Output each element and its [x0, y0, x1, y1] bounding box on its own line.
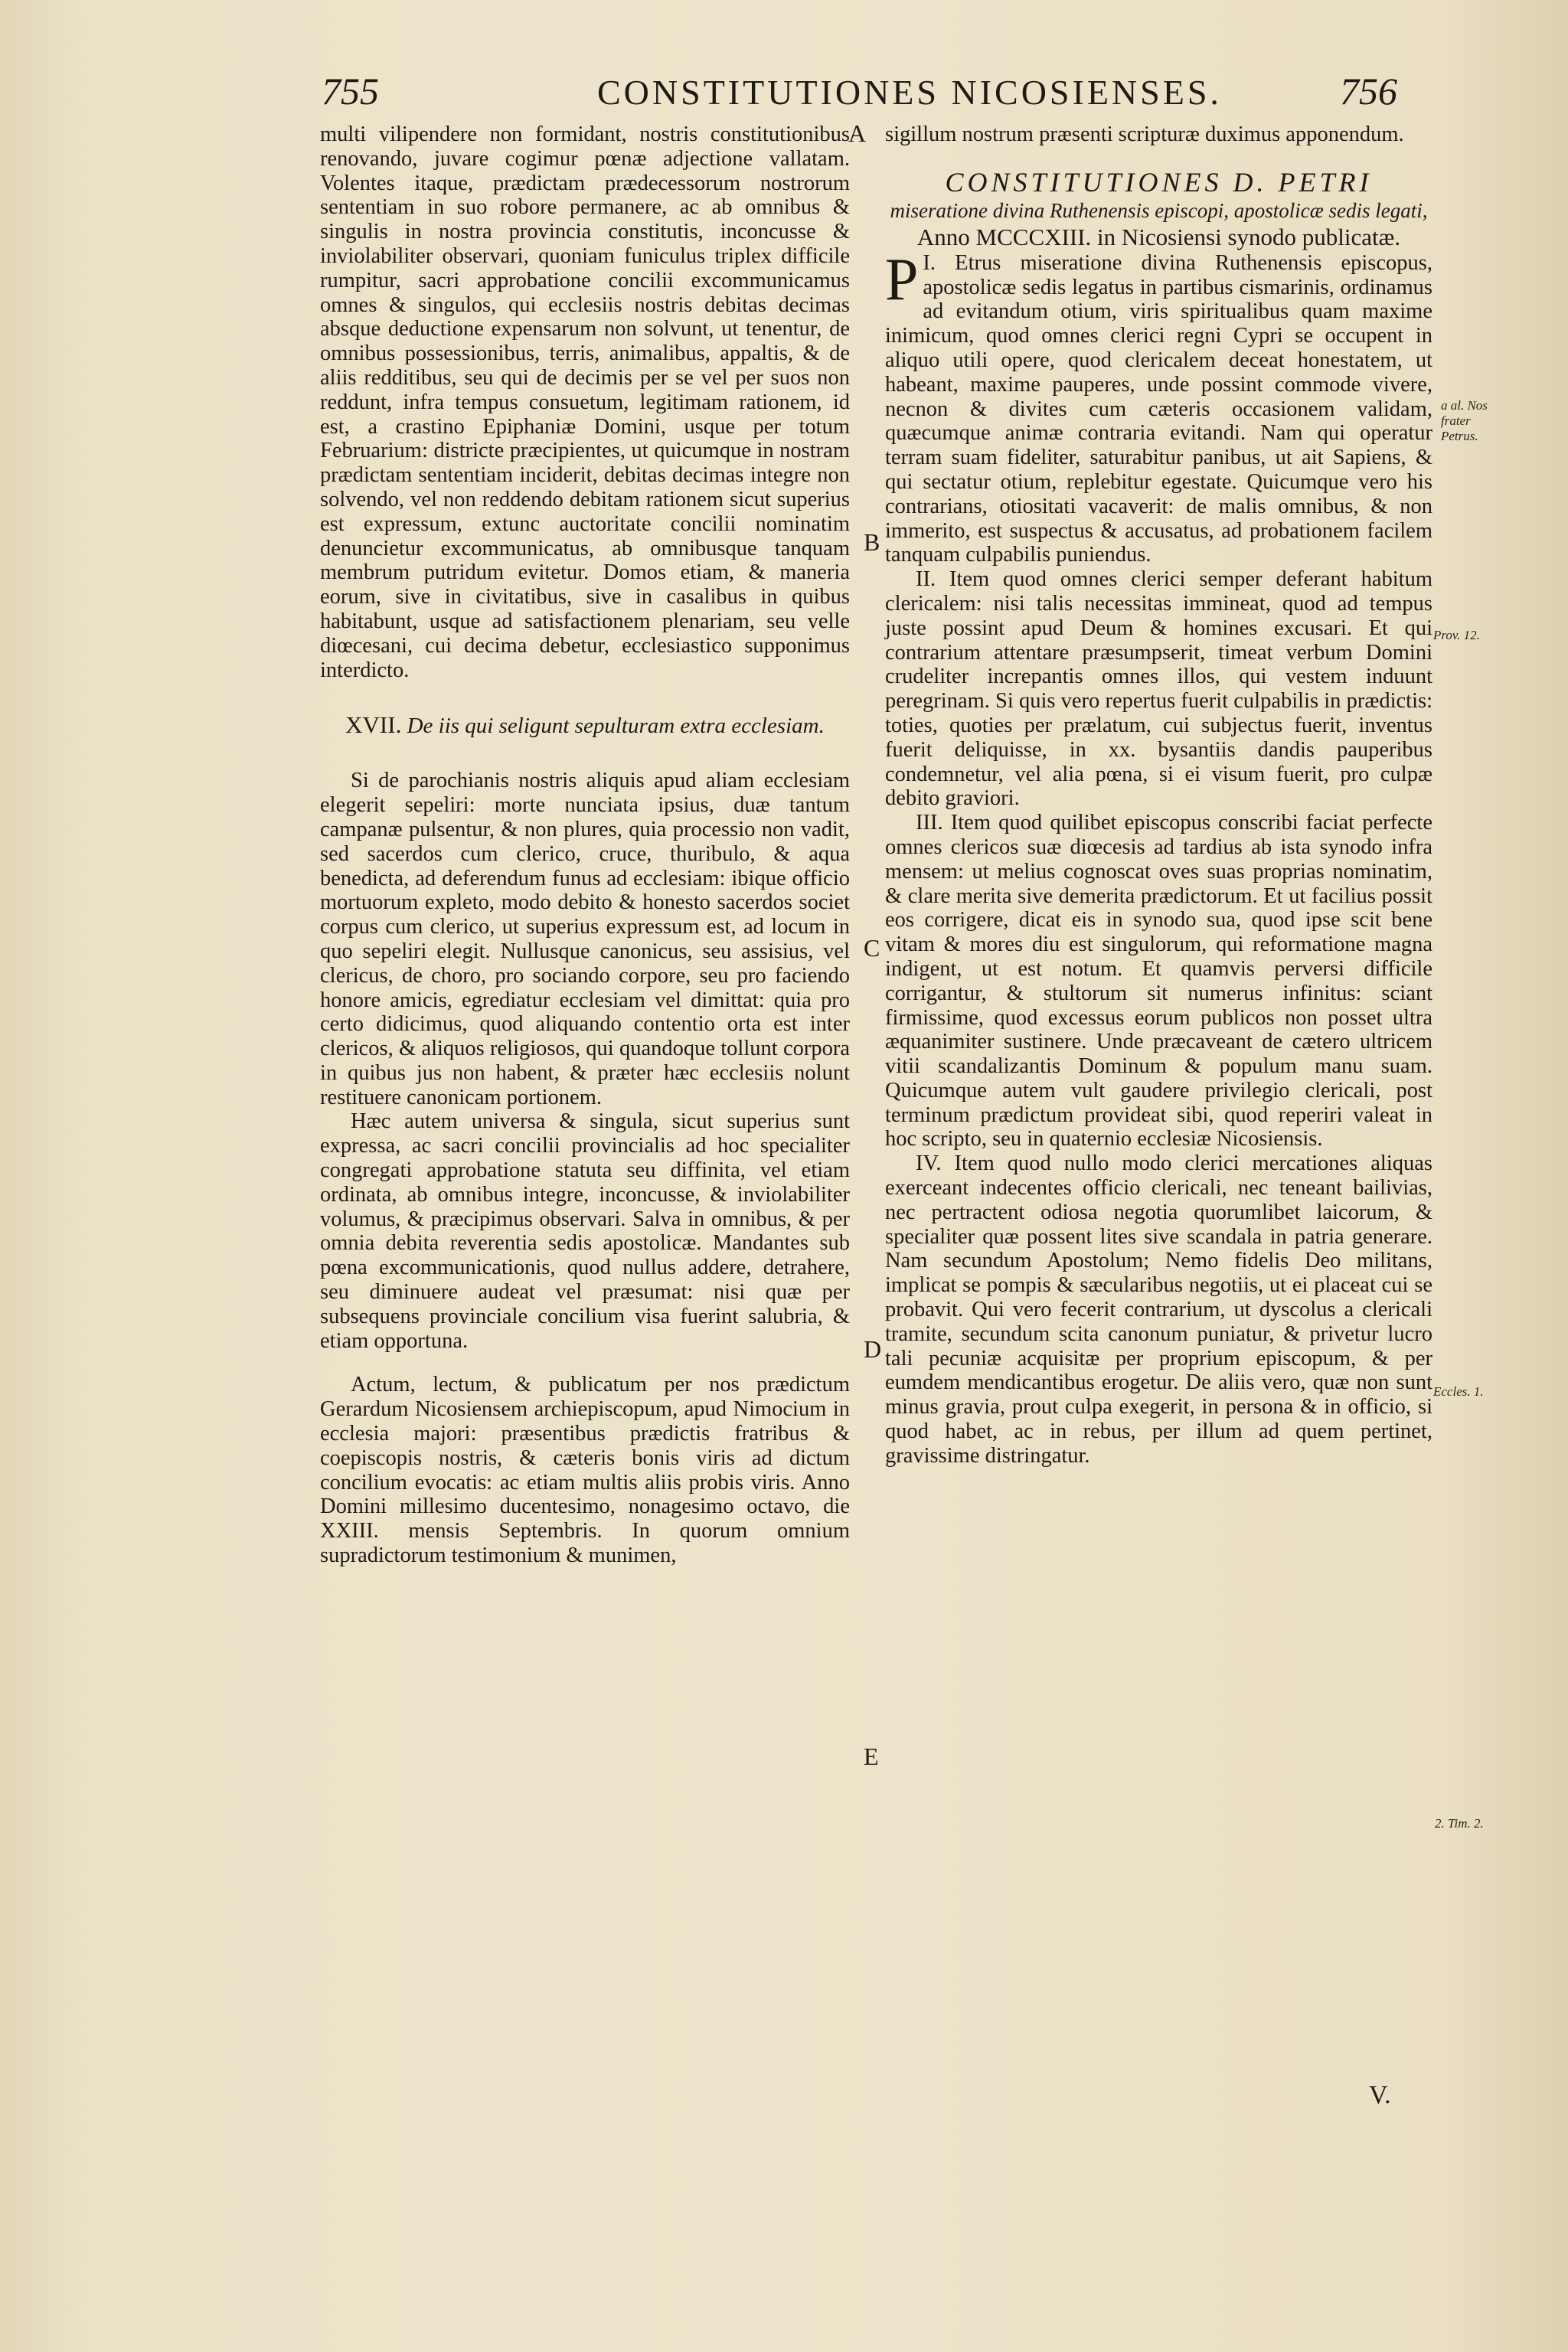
left-column: [320, 122, 850, 1568]
paragraph-tithes: multi vilipendere non formidant, nostris constitutionibus renovando, juvare cogimur pœnæ adjectione vallatam. Volentes itaque, prædictam prædecessorum nostrorum sententiam in suo robore permanere, ac ab omnibus & singulis in nostra provincia constitutis, inconcusse & inviolabiliter observari, quoniam funiculus triplex difficile rumpitur, sacri approbatione concilii excommunicamus omnes & singulos, qui ecclesiis nostris debitas decimas absque deductione expensarum non solvunt, ut tenentur, de omnibus possessionibus, terris, animalibus, appaltis, & de aliis redditibus, seu qui de decimis per se vel per suos non reddunt, infra tempus consuetum, legitimam rationem, id est, a crastino Epiphaniæ Domini, usque per totum Februarium: districte præcipientes, ut quicumque in nostram prædictam sententiam inciderit, debitas decimas integre non solvendo, vel non reddendo debitam rationem sicut superius est expressum, extunc auctoritate concilii nominatim denuncietur excommunicatus, ab omnibusque tanquam membrum putridum evitetur. Domos etiam, & maneria eorum, sive in civitatibus, sive in casalibus in quibus habitabunt, usque ad satisfactionem plenariam, seu velle diœcesani, cui decima debetur, ecclesiastico supponimus interdicto.: [320, 122, 850, 682]
section-heading-xvii: [320, 713, 850, 738]
page-number-right: 756: [1340, 70, 1397, 113]
page-header: [322, 69, 1531, 130]
margin-letter-d: D: [864, 1335, 882, 1363]
article-ii: II. Item quod omnes clerici semper deferant habitum clericalem: nisi talis necessitas immineat, quod ad tempus juste possint apud Deum & homines excusari. Et qui contrarium attentare præsumpserit, timeat verbum Domini crudeliter increpantis omnes illos, qui vestem induunt peregrinam. Si quis vero repertus fuerit culpabilis in prædictis: toties, quoties per prælatum, cui subjectus fuerit, inventus fuerit deliquisse, in xx. bysantiis dandis pauperibus condemnetur, vel alia pœna, si ei visum fuerit, pro culpæ debito graviori.: [885, 567, 1432, 811]
running-title: CONSTITUTIONES NICOSIENSES.: [597, 73, 1222, 112]
article-i: [885, 245, 1432, 567]
article-iii: III. Item quod quilibet episcopus conscribi faciat perfecte omnes clericos suæ diœcesis ad tardius ab ista synodo infra mensem: ut melius cognoscat oves suas proprias nominatim, & clare merita sive demerita prædictorum. Et ut facilius possit eos corrigere, dicat eis in synodo sua, quod ipse scit bene vitam & mores diu est singulorum, qui reformatione magna indigent, ut est notum. Et quamvis perversi difficile corrigantur, & stultorum sit numerus infinitus: sciant firmissime, quod excessus eorum publicos non posset ultra æquanimiter sustinere. Unde præcaveant de cætero ultricem vitii scandalizantis Dominum & populum manu suam. Quicumque autem vult gaudere privilegio clericali, post terminum prædictum provideat sibi, quod reperiri valeat in hoc scripto, seu in quaternio ecclesiæ Nicosiensis.: [885, 811, 1432, 1152]
constitutions-title: [885, 166, 1432, 224]
margin-letter-a: A: [848, 119, 867, 147]
margin-letter-b: B: [864, 528, 880, 556]
constitutions-title-sub: miseratione divina Ruthenensis episcopi, apostolicæ sedis legati,: [890, 198, 1428, 222]
anno-line: Anno MCCCXIII. in Nicosiensi synodo publicatæ.: [916, 223, 1401, 250]
section-title: De iis qui seligunt sepulturam extra ecclesiam.: [407, 714, 825, 739]
margin-letter-c: C: [864, 934, 880, 962]
section-number: XVII.: [345, 711, 402, 739]
constitutions-title-main: CONSTITUTIONES D. PETRI: [945, 166, 1373, 198]
margin-note-4: 2. Tim. 2.: [1435, 1816, 1484, 1831]
paragraph-observance: Hæc autem universa & singula, sicut superius sunt expressa, ac sacri concilii provincialis ad hoc specialiter congregati approbatione statuta seu diffinita, vel etiam ordinata, ab omnibus integre, inconcusse, & inviolabiliter volumus, & præcipimus observari. Salva in omnibus, & per omnia debita reverentia sedis apostolicæ. Mandantes sub pœna excommunicationis, quod nullus addere, detrahere, seu diminuere audeat vel præsumat: nisi quæ per subsequens provinciale concilium visa fuerint salubria, & etiam opportuna.: [320, 1109, 850, 1353]
margin-note-3: Eccles. 1.: [1433, 1384, 1484, 1399]
margin-letter-e: E: [864, 1743, 879, 1770]
article-i-text: Etrus miseratione divina Ruthenensis episcopus, apostolicæ sedis legatus in partibus cismarinis, ordinamus ad evitandum otium, viris spiritualibus quam maxime inimicum, quod omnes clerici regni Cypri se occupent in aliquo utili opere, quod clericalem deceat honestatem, ut habeant, maxime pauperes, unde possint commode vivere, necnon & divites cum cæteris occasionem validam, quæcumque animæ contraria evitandi. Nam qui operatur terram suam fideliter, saturabitur panibus, ut ait Sapiens, & qui sectatur otium, replebitur egestate. Quicumque vero his contrarians, otiositati vacaverit: de malis omnibus, & non immerito, est suspectus & accusatus, ad probationem facilem tanquam culpabilis puniendus.: [885, 250, 1432, 567]
paragraph-burial: Si de parochianis nostris aliquis apud aliam ecclesiam elegerit sepeliri: morte nunciata ipsius, duæ tantum campanæ pulsentur, & non plures, quia processio non vadit, sed sacerdos cum clerico, cruce, thuribulo, & aqua benedicta, ad deferendum funus ad ecclesiam: ibique officio mortuorum expleto, modo debito & honesto sacerdos societ corpus cum clerico, ut superius expressum est, ad locum in quo sepeliri elegit. Nullusque canonicus, seu assisius, vel clericus, de choro, pro sociando corpore, seu pro faciendo honore amicis, egrediatur ecclesiam vel dimittat: quia pro certo didicimus, quod aliquando contentio orta est inter clericos, & aliquos religiosos, qui quandoque tollunt corpora in quibus jus non habent, & præter hæc ecclesiis nolunt restituere canonicam portionem.: [320, 769, 850, 1109]
article-iv: IV. Item quod nullo modo clerici mercationes aliquas exerceant indecentes officio clericali, nec teneant bailivias, nec pertractent odiosa negotia quorumlibet laicorum, & specialiter quæ possent lites sive scandala in patria generare. Nam secundum Apostolum; Nemo fidelis Deo militans, implicat se pompis & sæcularibus negotiis, ut ei placeat cui se probavit. Qui vero fecerit contrarium, ut dyscolus a clericali tramite, secundum scita canonum puniatur, & privetur lucro tali pecuniæ acquisitæ per proprium episcopum, & per eumdem mendicantibus erogetur. De aliis vero, quæ non sunt minus gravia, prout culpa exegerit, in persona & in officio, si quod habet, ac in rebus, per illum ad quem pertinet, gravissime distringatur.: [885, 1152, 1432, 1468]
paragraph-actum: Actum, lectum, & publicatum per nos prædictum Gerardum Nicosiensem archiepiscopum, apud Nimocium in ecclesia majori: præsentibus prædictis fratribus & coepiscopis nostris, & cæteris bonis viris ad dictum concilium evocatis: ac etiam multis aliis probis viris. Anno Domini millesimo ducentesimo, nonagesimo octavo, die XXIII. mensis Septembris. In quorum omnium supradictorum testimonium & munimen,: [320, 1373, 850, 1568]
article-number: I.: [923, 250, 936, 275]
right-column: [885, 122, 1432, 1468]
margin-note-1: a al. Nos frater Petrus.: [1441, 398, 1488, 443]
drop-cap: P: [885, 245, 919, 312]
margin-note-2: Prov. 12.: [1433, 628, 1480, 642]
catchword: V.: [1369, 2081, 1391, 2109]
paragraph-seal: sigillum nostrum præsenti scripturæ duximus apponendum.: [885, 122, 1404, 146]
page-number-left: 755: [322, 70, 379, 113]
